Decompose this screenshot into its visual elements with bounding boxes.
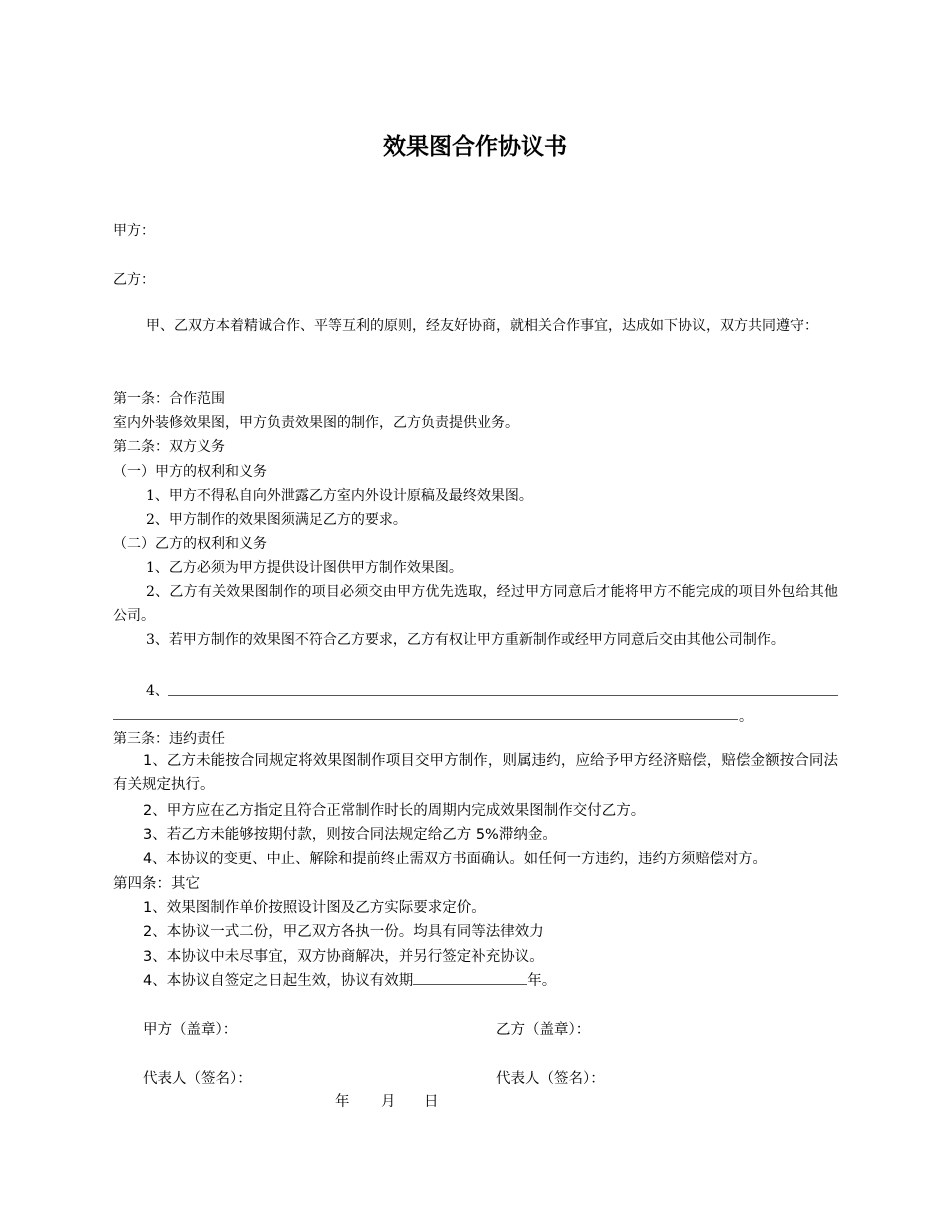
article-3-item-3: 3、若乙方未能够按期付款，则按合同法规定给乙方 5%滞纳金。 [143, 827, 557, 843]
party-b-label: 乙方： [113, 272, 155, 288]
article-2-b-item-1: 1、乙方必须为甲方提供设计图供甲方制作效果图。 [146, 560, 463, 576]
article-4-heading: 第四条：其它 [113, 876, 200, 892]
party-a-label: 甲方： [113, 223, 155, 239]
party-a-seal-label: 甲方（盖章）： [143, 1022, 238, 1038]
article-4-item-3: 3、本协议中未尽事宜，双方协商解决，并另行签定补充协议。 [143, 949, 544, 965]
article-4-item-1: 1、效果图制作单价按照设计图及乙方实际要求定价。 [143, 900, 486, 916]
article-1-heading: 第一条：合作范围 [113, 391, 225, 407]
article-3-item-1: 1、乙方未能按合同规定将效果图制作项目交甲方制作，则属违约，应给予甲方经济赔偿，赔偿金额按合同法有关规定执行。 [113, 753, 838, 793]
validity-suffix: 年。 [527, 973, 557, 989]
party-a-representative-label: 代表人（签名）： [143, 1071, 252, 1087]
article-2-subheading-b: （二）乙方的权利和义务 [113, 536, 267, 552]
article-2-subheading-a: （一）甲方的权利和义务 [113, 464, 267, 480]
validity-prefix: 4、本协议自签定之日起生效，协议有效期 [143, 973, 414, 989]
date-year-label: 年 [335, 1094, 350, 1110]
article-3-item-4: 4、本协议的变更、中止、解除和提前终止需双方书面确认。如任何一方违约，违约方须赔偿对方。 [143, 851, 767, 867]
article-2-a-item-1: 1、甲方不得私自向外泄露乙方室内外设计原稿及最终效果图。 [146, 488, 533, 504]
date-day-label: 日 [424, 1094, 439, 1110]
article-2-a-item-2: 2、甲方制作的效果图须满足乙方的要求。 [146, 512, 407, 528]
blank-fill-line-2 [113, 719, 738, 720]
article-2-b-item-3: 3、若甲方制作的效果图不符合乙方要求，乙方有权让甲方重新制作或经甲方同意后交由其他公司制作。 [146, 632, 785, 648]
article-4-item-4 [143, 969, 556, 990]
article-1-text: 室内外装修效果图，甲方负责效果图的制作，乙方负责提供业务。 [113, 415, 519, 431]
article-2-b-item-4-end: 。 [739, 709, 753, 725]
article-4-item-2: 2、本协议一式二份，甲乙双方各执一份。均具有同等法律效力 [143, 924, 544, 940]
document-title: 效果图合作协议书 [383, 134, 567, 160]
article-2-b-item-2: 2、乙方有关效果图制作的项目必须交由甲方优先选取，经过甲方同意后才能将甲方不能完成的项目外包给其他公司。 [113, 584, 838, 624]
party-b-representative-label: 代表人（签名）： [496, 1071, 605, 1087]
article-3-heading: 第三条：违约责任 [113, 731, 225, 747]
article-2-b-item-4-label: 4、 [146, 683, 169, 699]
validity-blank-line [413, 970, 527, 985]
party-b-seal-label: 乙方（盖章）： [496, 1022, 591, 1038]
blank-fill-line [168, 695, 838, 696]
intro-paragraph: 甲、乙双方本着精诚合作、平等互利的原则，经友好协商，就相关合作事宜，达成如下协议，双方共同遵守： [146, 318, 818, 334]
article-2-heading: 第二条：双方义务 [113, 439, 225, 455]
date-month-label: 月 [381, 1094, 396, 1110]
article-3-item-2: 2、甲方应在乙方指定且符合正常制作时长的周期内完成效果图制作交付乙方。 [143, 803, 646, 819]
